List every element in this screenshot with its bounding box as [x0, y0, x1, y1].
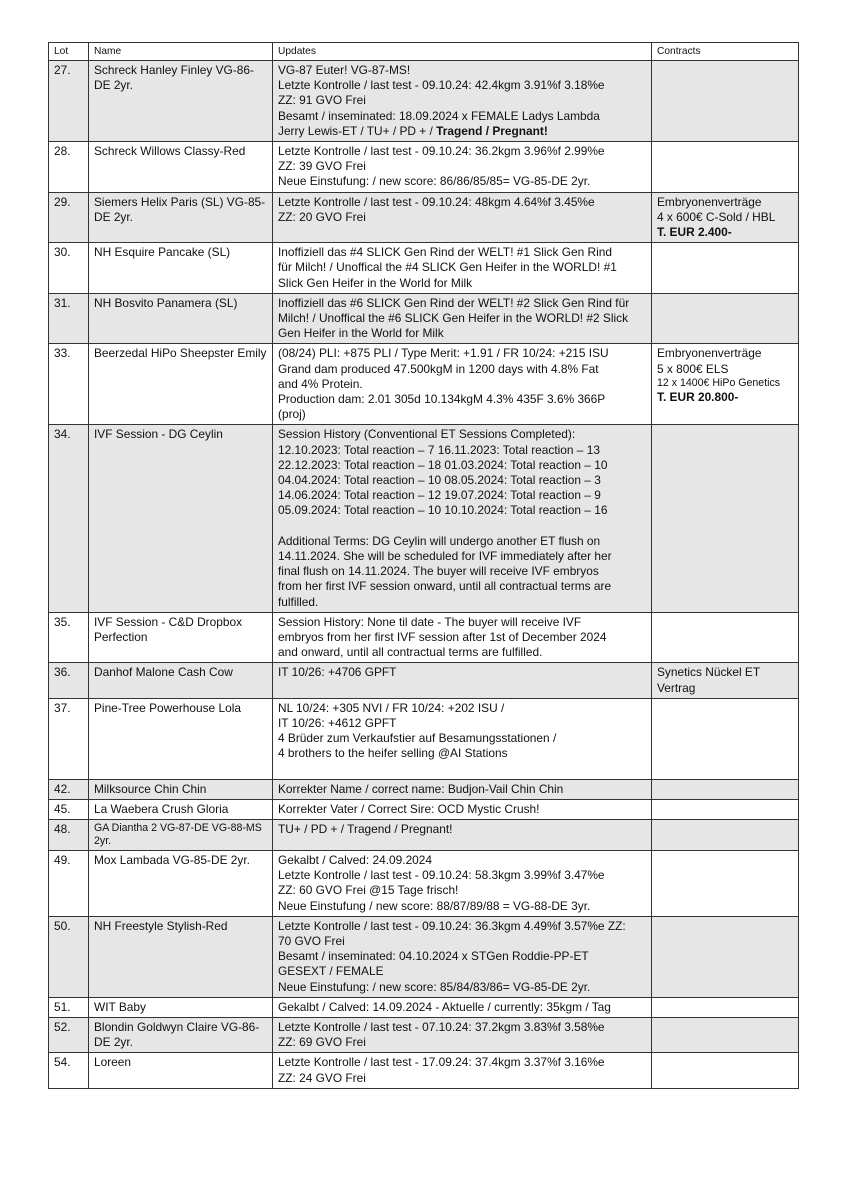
name-cell: La Waebera Crush Gloria — [89, 799, 273, 819]
contracts-cell — [652, 663, 799, 698]
lot-cell: 37. — [49, 698, 89, 779]
update-line: Neue Einstufung: / new score: 86/86/85/85= VG-85-DE 2yr. — [278, 174, 591, 189]
table-row — [49, 850, 799, 916]
lot-cell: 34. — [49, 425, 89, 612]
contracts-cell — [652, 779, 799, 799]
updates-cell — [273, 61, 652, 142]
update-line: für Milch! / Unoffical the #4 SLICK Gen Heifer in the WORLD! #1 — [278, 260, 617, 275]
update-line: and onward, until all contractual terms are fulfilled. — [278, 645, 543, 660]
updates-cell — [273, 344, 652, 425]
contracts-cell — [652, 61, 799, 142]
update-line: 14.06.2024: Total reaction – 12 19.07.2024: Total reaction – 9 — [278, 488, 601, 503]
contracts-cell — [652, 916, 799, 997]
update-line: Additional Terms: DG Ceylin will undergo another ET flush on — [278, 533, 601, 548]
updates-cell — [273, 819, 652, 850]
update-line: Grand dam produced 47.500kgM in 1200 days with 4.8% Fat — [278, 361, 599, 376]
update-line: (08/24) PLI: +875 PLI / Type Merit: +1.91 / FR 10/24: +215 ISU — [278, 346, 609, 361]
update-line: ZZ: 20 GVO Frei — [278, 209, 366, 224]
update-line: Letzte Kontrolle / last test - 09.10.24: 36.2kgm 3.96%f 2.99%e — [278, 144, 605, 159]
name-cell: NH Freestyle Stylish-Red — [89, 916, 273, 997]
update-line: final flush on 14.11.2024. The buyer will receive IVF embryos — [278, 564, 599, 579]
lot-cell: 54. — [49, 1053, 89, 1088]
update-line: embryos from her first IVF session after 1st of December 2024 — [278, 629, 607, 644]
contracts-cell — [652, 819, 799, 850]
update-line: Jerry Lewis-ET / TU+ / PD + / Tragend / Pregnant! — [278, 123, 548, 138]
lot-cell: 50. — [49, 916, 89, 997]
header-updates: Updates — [273, 43, 652, 61]
table-row — [49, 1017, 799, 1052]
update-line: Letzte Kontrolle / last test - 09.10.24: 42.4kgm 3.91%f 3.18%e — [278, 78, 605, 93]
table-row — [49, 142, 799, 193]
update-line: IT 10/26: +4612 GPFT — [278, 715, 397, 730]
update-line: and 4% Protein. — [278, 376, 363, 391]
table-row — [49, 698, 799, 779]
header-name: Name — [89, 43, 273, 61]
update-line: GESEXT / FEMALE — [278, 964, 384, 979]
update-line: ZZ: 39 GVO Frei — [278, 159, 366, 174]
update-line: ZZ: 60 GVO Frei @15 Tage frisch! — [278, 883, 459, 898]
table-row — [49, 663, 799, 698]
update-line: Session History (Conventional ET Sessions Completed): — [278, 427, 576, 442]
table-row — [49, 799, 799, 819]
update-line: Gen Heifer in the World for Milk — [278, 326, 444, 341]
update-line: Neue Einstufung: / new score: 85/84/83/86= VG-85-DE 2yr. — [278, 979, 591, 994]
contract-line: 12 x 1400€ HiPo Genetics — [657, 376, 781, 389]
update-line: 4 brothers to the heifer selling @AI Stations — [278, 746, 508, 761]
update-line: TU+ / PD + / Tragend / Pregnant! — [278, 821, 453, 836]
update-line: Slick Gen Heifer in the World for Milk — [278, 275, 473, 290]
updates-cell — [273, 1053, 652, 1088]
updates-cell — [273, 243, 652, 294]
update-line: 05.09.2024: Total reaction – 10 10.10.2024: Total reaction – 16 — [278, 503, 608, 518]
updates-cell — [273, 663, 652, 698]
lot-cell: 33. — [49, 344, 89, 425]
updates-cell — [273, 192, 652, 243]
updates-cell — [273, 142, 652, 193]
contracts-cell — [652, 612, 799, 663]
update-line: from her first IVF session onward, until all contractual terms are — [278, 579, 612, 594]
lot-cell: 27. — [49, 61, 89, 142]
contract-line: Vertrag — [657, 680, 696, 695]
updates-cell — [273, 850, 652, 916]
table-row — [49, 819, 799, 850]
name-cell: Blondin Goldwyn Claire VG-86-DE 2yr. — [89, 1017, 273, 1052]
update-line: Besamt / inseminated: 18.09.2024 x FEMALE Ladys Lambda — [278, 108, 600, 123]
update-line: Letzte Kontrolle / last test - 09.10.24: 48kgm 4.64%f 3.45%e — [278, 194, 595, 209]
contracts-cell — [652, 1017, 799, 1052]
update-line: Korrekter Vater / Correct Sire: OCD Mystic Crush! — [278, 801, 540, 816]
lot-cell: 42. — [49, 779, 89, 799]
update-line: Letzte Kontrolle / last test - 17.09.24: 37.4kgm 3.37%f 3.16%e — [278, 1055, 605, 1070]
name-cell: Danhof Malone Cash Cow — [89, 663, 273, 698]
update-line: 70 GVO Frei — [278, 933, 345, 948]
updates-cell — [273, 293, 652, 344]
table-row — [49, 779, 799, 799]
updates-cell — [273, 425, 652, 612]
lot-cell: 29. — [49, 192, 89, 243]
lot-updates-table — [48, 42, 799, 1089]
update-line: Besamt / inseminated: 04.10.2024 x STGen Roddie-PP-ET — [278, 949, 589, 964]
name-cell: Siemers Helix Paris (SL) VG-85-DE 2yr. — [89, 192, 273, 243]
updates-cell — [273, 779, 652, 799]
update-line: IT 10/26: +4706 GPFT — [278, 665, 397, 680]
update-line: NL 10/24: +305 NVI / FR 10/24: +202 ISU / — [278, 700, 505, 715]
update-line: Inoffiziell das #4 SLICK Gen Rind der WELT! #1 Slick Gen Rind — [278, 245, 612, 260]
name-cell: Schreck Willows Classy-Red — [89, 142, 273, 193]
table-row — [49, 293, 799, 344]
contract-total: T. EUR 20.800- — [657, 389, 739, 404]
table-row — [49, 344, 799, 425]
name-cell: Mox Lambada VG-85-DE 2yr. — [89, 850, 273, 916]
update-line: Letzte Kontrolle / last test - 07.10.24: 37.2kgm 3.83%f 3.58%e — [278, 1019, 605, 1034]
lot-cell: 45. — [49, 799, 89, 819]
name-cell: Milksource Chin Chin — [89, 779, 273, 799]
table-row — [49, 997, 799, 1017]
update-bold-text: Tragend / Pregnant! — [436, 123, 548, 138]
lot-cell: 48. — [49, 819, 89, 850]
contracts-cell — [652, 192, 799, 243]
update-line: 22.12.2023: Total reaction – 18 01.03.2024: Total reaction – 10 — [278, 457, 608, 472]
update-line: 14.11.2024. She will be scheduled for IVF immediately after her — [278, 548, 612, 563]
name-cell: NH Bosvito Panamera (SL) — [89, 293, 273, 344]
name-cell: GA Diantha 2 VG-87-DE VG-88-MS 2yr. — [89, 819, 273, 850]
contract-total: T. EUR 2.400- — [657, 225, 732, 240]
contracts-cell — [652, 799, 799, 819]
name-cell: Beerzedal HiPo Sheepster Emily — [89, 344, 273, 425]
table-row — [49, 1053, 799, 1088]
lot-cell: 52. — [49, 1017, 89, 1052]
contract-line: Embryonenverträge — [657, 194, 762, 209]
update-line: Gekalbt / Calved: 24.09.2024 — [278, 852, 433, 867]
updates-cell — [273, 997, 652, 1017]
table-row — [49, 425, 799, 612]
update-line: (proj) — [278, 407, 306, 422]
updates-cell — [273, 698, 652, 779]
contract-line: 5 x 800€ ELS — [657, 361, 729, 376]
contracts-cell — [652, 1053, 799, 1088]
update-line — [278, 762, 647, 777]
header-row — [49, 43, 799, 61]
lot-cell: 28. — [49, 142, 89, 193]
update-line: 04.04.2024: Total reaction – 10 08.05.2024: Total reaction – 3 — [278, 473, 601, 488]
name-cell: Pine-Tree Powerhouse Lola — [89, 698, 273, 779]
lot-cell: 49. — [49, 850, 89, 916]
updates-cell — [273, 799, 652, 819]
name-cell: Schreck Hanley Finley VG-86-DE 2yr. — [89, 61, 273, 142]
contracts-cell — [652, 243, 799, 294]
name-cell: WIT Baby — [89, 997, 273, 1017]
update-line: ZZ: 24 GVO Frei — [278, 1070, 366, 1085]
contracts-cell — [652, 850, 799, 916]
table-body — [49, 61, 799, 1089]
update-line: Korrekter Name / correct name: Budjon-Vail Chin Chin — [278, 781, 564, 796]
contracts-cell — [652, 344, 799, 425]
contract-line: Embryonenverträge — [657, 346, 762, 361]
update-line: 12.10.2023: Total reaction – 7 16.11.2023: Total reaction – 13 — [278, 442, 600, 457]
name-cell: NH Esquire Pancake (SL) — [89, 243, 273, 294]
table-row — [49, 916, 799, 997]
update-line: Production dam: 2.01 305d 10.134kgM 4.3% 435F 3.6% 366P — [278, 392, 606, 407]
update-line: Letzte Kontrolle / last test - 09.10.24: 36.3kgm 4.49%f 3.57%e ZZ: — [278, 918, 626, 933]
lot-cell: 30. — [49, 243, 89, 294]
updates-cell — [273, 612, 652, 663]
table-row — [49, 612, 799, 663]
contract-line: 4 x 600€ C-Sold / HBL — [657, 209, 776, 224]
update-line: Session History: None til date - The buyer will receive IVF — [278, 614, 582, 629]
updates-cell — [273, 916, 652, 997]
update-line: VG-87 Euter! VG-87-MS! — [278, 63, 411, 77]
lot-cell: 35. — [49, 612, 89, 663]
table-row — [49, 192, 799, 243]
updates-cell — [273, 1017, 652, 1052]
name-cell: IVF Session - DG Ceylin — [89, 425, 273, 612]
name-cell: Loreen — [89, 1053, 273, 1088]
contracts-cell — [652, 142, 799, 193]
contracts-cell — [652, 698, 799, 779]
contracts-cell — [652, 997, 799, 1017]
contracts-cell — [652, 425, 799, 612]
update-line: Milch! / Unoffical the #6 SLICK Gen Heifer in the WORLD! #2 Slick — [278, 311, 629, 326]
contracts-cell — [652, 293, 799, 344]
header-contracts: Contracts — [652, 43, 799, 61]
update-line: Neue Einstufung / new score: 88/87/89/88 = VG-88-DE 3yr. — [278, 898, 591, 913]
update-line: Gekalbt / Calved: 14.09.2024 - Aktuelle / currently: 35kgm / Tag — [278, 999, 611, 1014]
table-row — [49, 61, 799, 142]
table-row — [49, 243, 799, 294]
contract-line: Synetics Nückel ET — [657, 665, 761, 680]
header-lot: Lot — [49, 43, 89, 61]
update-line: ZZ: 91 GVO Frei — [278, 93, 366, 108]
update-line: Letzte Kontrolle / last test - 09.10.24: 58.3kgm 3.99%f 3.47%e — [278, 868, 605, 883]
name-cell: IVF Session - C&D Dropbox Perfection — [89, 612, 273, 663]
lot-cell: 51. — [49, 997, 89, 1017]
update-line — [278, 519, 647, 534]
update-line: 4 Brüder zum Verkaufstier auf Besamungsstationen / — [278, 731, 557, 746]
lot-cell: 36. — [49, 663, 89, 698]
update-line: fulfilled. — [278, 594, 319, 609]
lot-cell: 31. — [49, 293, 89, 344]
update-line: Inoffiziell das #6 SLICK Gen Rind der WELT! #2 Slick Gen Rind für — [278, 295, 630, 310]
update-line: ZZ: 69 GVO Frei — [278, 1035, 366, 1050]
